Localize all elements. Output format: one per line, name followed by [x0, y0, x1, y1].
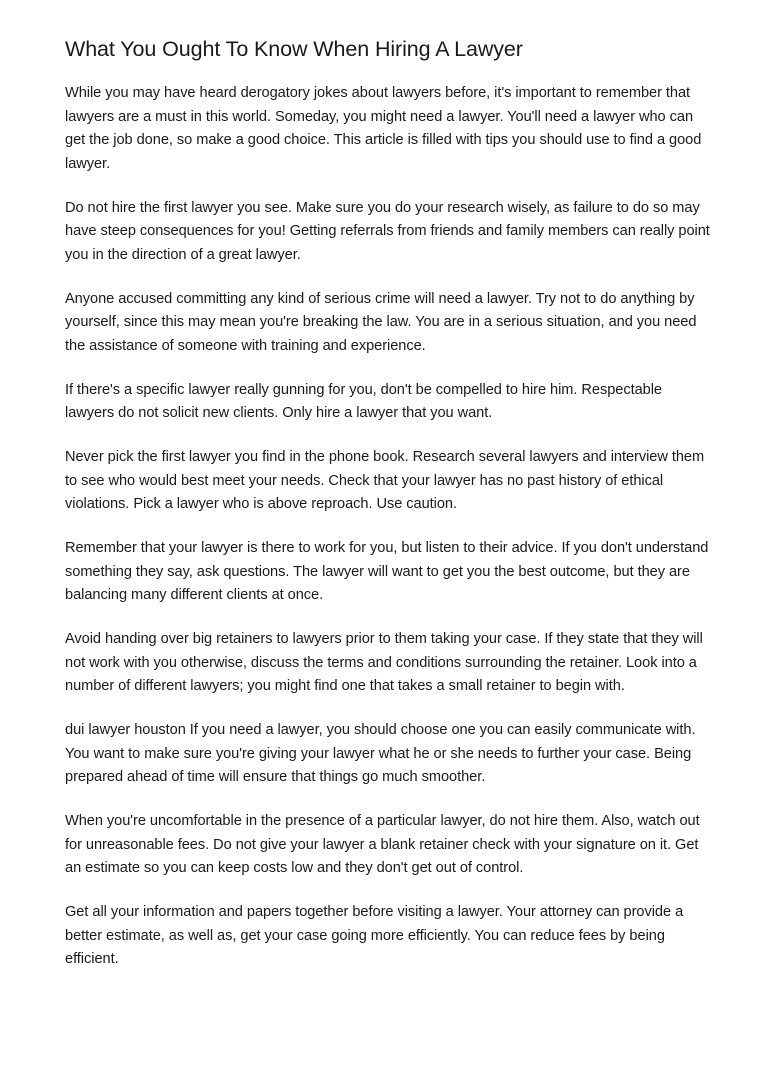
paragraph-7: Avoid handing over big retainers to lawyers prior to them taking your case. If they state that they will not work with you otherwise, discuss the terms and conditions surrounding the retainer. Look into a number of different lawyers; you might find one that takes a small retainer to begin with.	[65, 631, 703, 694]
paragraph-2: Do not hire the first lawyer you see. Make sure you do your research wisely, as failure to do so may have steep consequences for you! Getting referrals from friends and family members can really point you in the direction of a great lawyer.	[65, 199, 710, 263]
document-title: What You Ought To Know When Hiring A Lawyer	[65, 37, 523, 61]
paragraph-10: Get all your information and papers together before visiting a lawyer. Your attorney can provide a better estimate, as well as, get your case going more efficiently. You can reduce fees by being efficient.	[65, 904, 684, 967]
paragraph-4: If there's a specific lawyer really gunning for you, don't be compelled to hire him. Respectable lawyers do not solicit new clients. Only hire a lawyer that you want.	[65, 381, 663, 421]
paragraph-1: While you may have heard derogatory jokes about lawyers before, it's important to remember that lawyers are a must in this world. Someday, you might need a lawyer. You'll need a lawyer who can get the job done, so make a good choice. This article is filled with tips you should use to find a good lawyer.	[65, 85, 702, 172]
paragraph-5: Never pick the first lawyer you find in the phone book. Research several lawyers and interview them to see who would best meet your needs. Check that your lawyer has no past history of ethical violations. Pick a lawyer who is above reproach. Use caution.	[65, 449, 705, 512]
paragraph-3: Anyone accused committing any kind of serious crime will need a lawyer. Try not to do anything by yourself, since this may mean you're breaking the law. You are in a serious situation, and you need the assistance of someone with training and experience.	[65, 290, 697, 354]
paragraph-8: dui lawyer houston If you need a lawyer, you should choose one you can easily communicate with. You want to make sure you're giving your lawyer what he or she needs to further your case. Being prepared ahead of time will ensure that things go much smoother.	[65, 722, 696, 785]
paragraph-9: When you're uncomfortable in the presence of a particular lawyer, do not hire them. Also, watch out for unreasonable fees. Do not give your lawyer a blank retainer check with your signature on it. Get an estimate so you can keep costs low and they don't get out of control.	[65, 813, 700, 876]
paragraph-6: Remember that your lawyer is there to work for you, but listen to their advice. If you don't understand something they say, ask questions. The lawyer will want to get you the best outcome, but they are balancing many different clients at once.	[65, 540, 709, 603]
document-page	[65, 34, 715, 992]
